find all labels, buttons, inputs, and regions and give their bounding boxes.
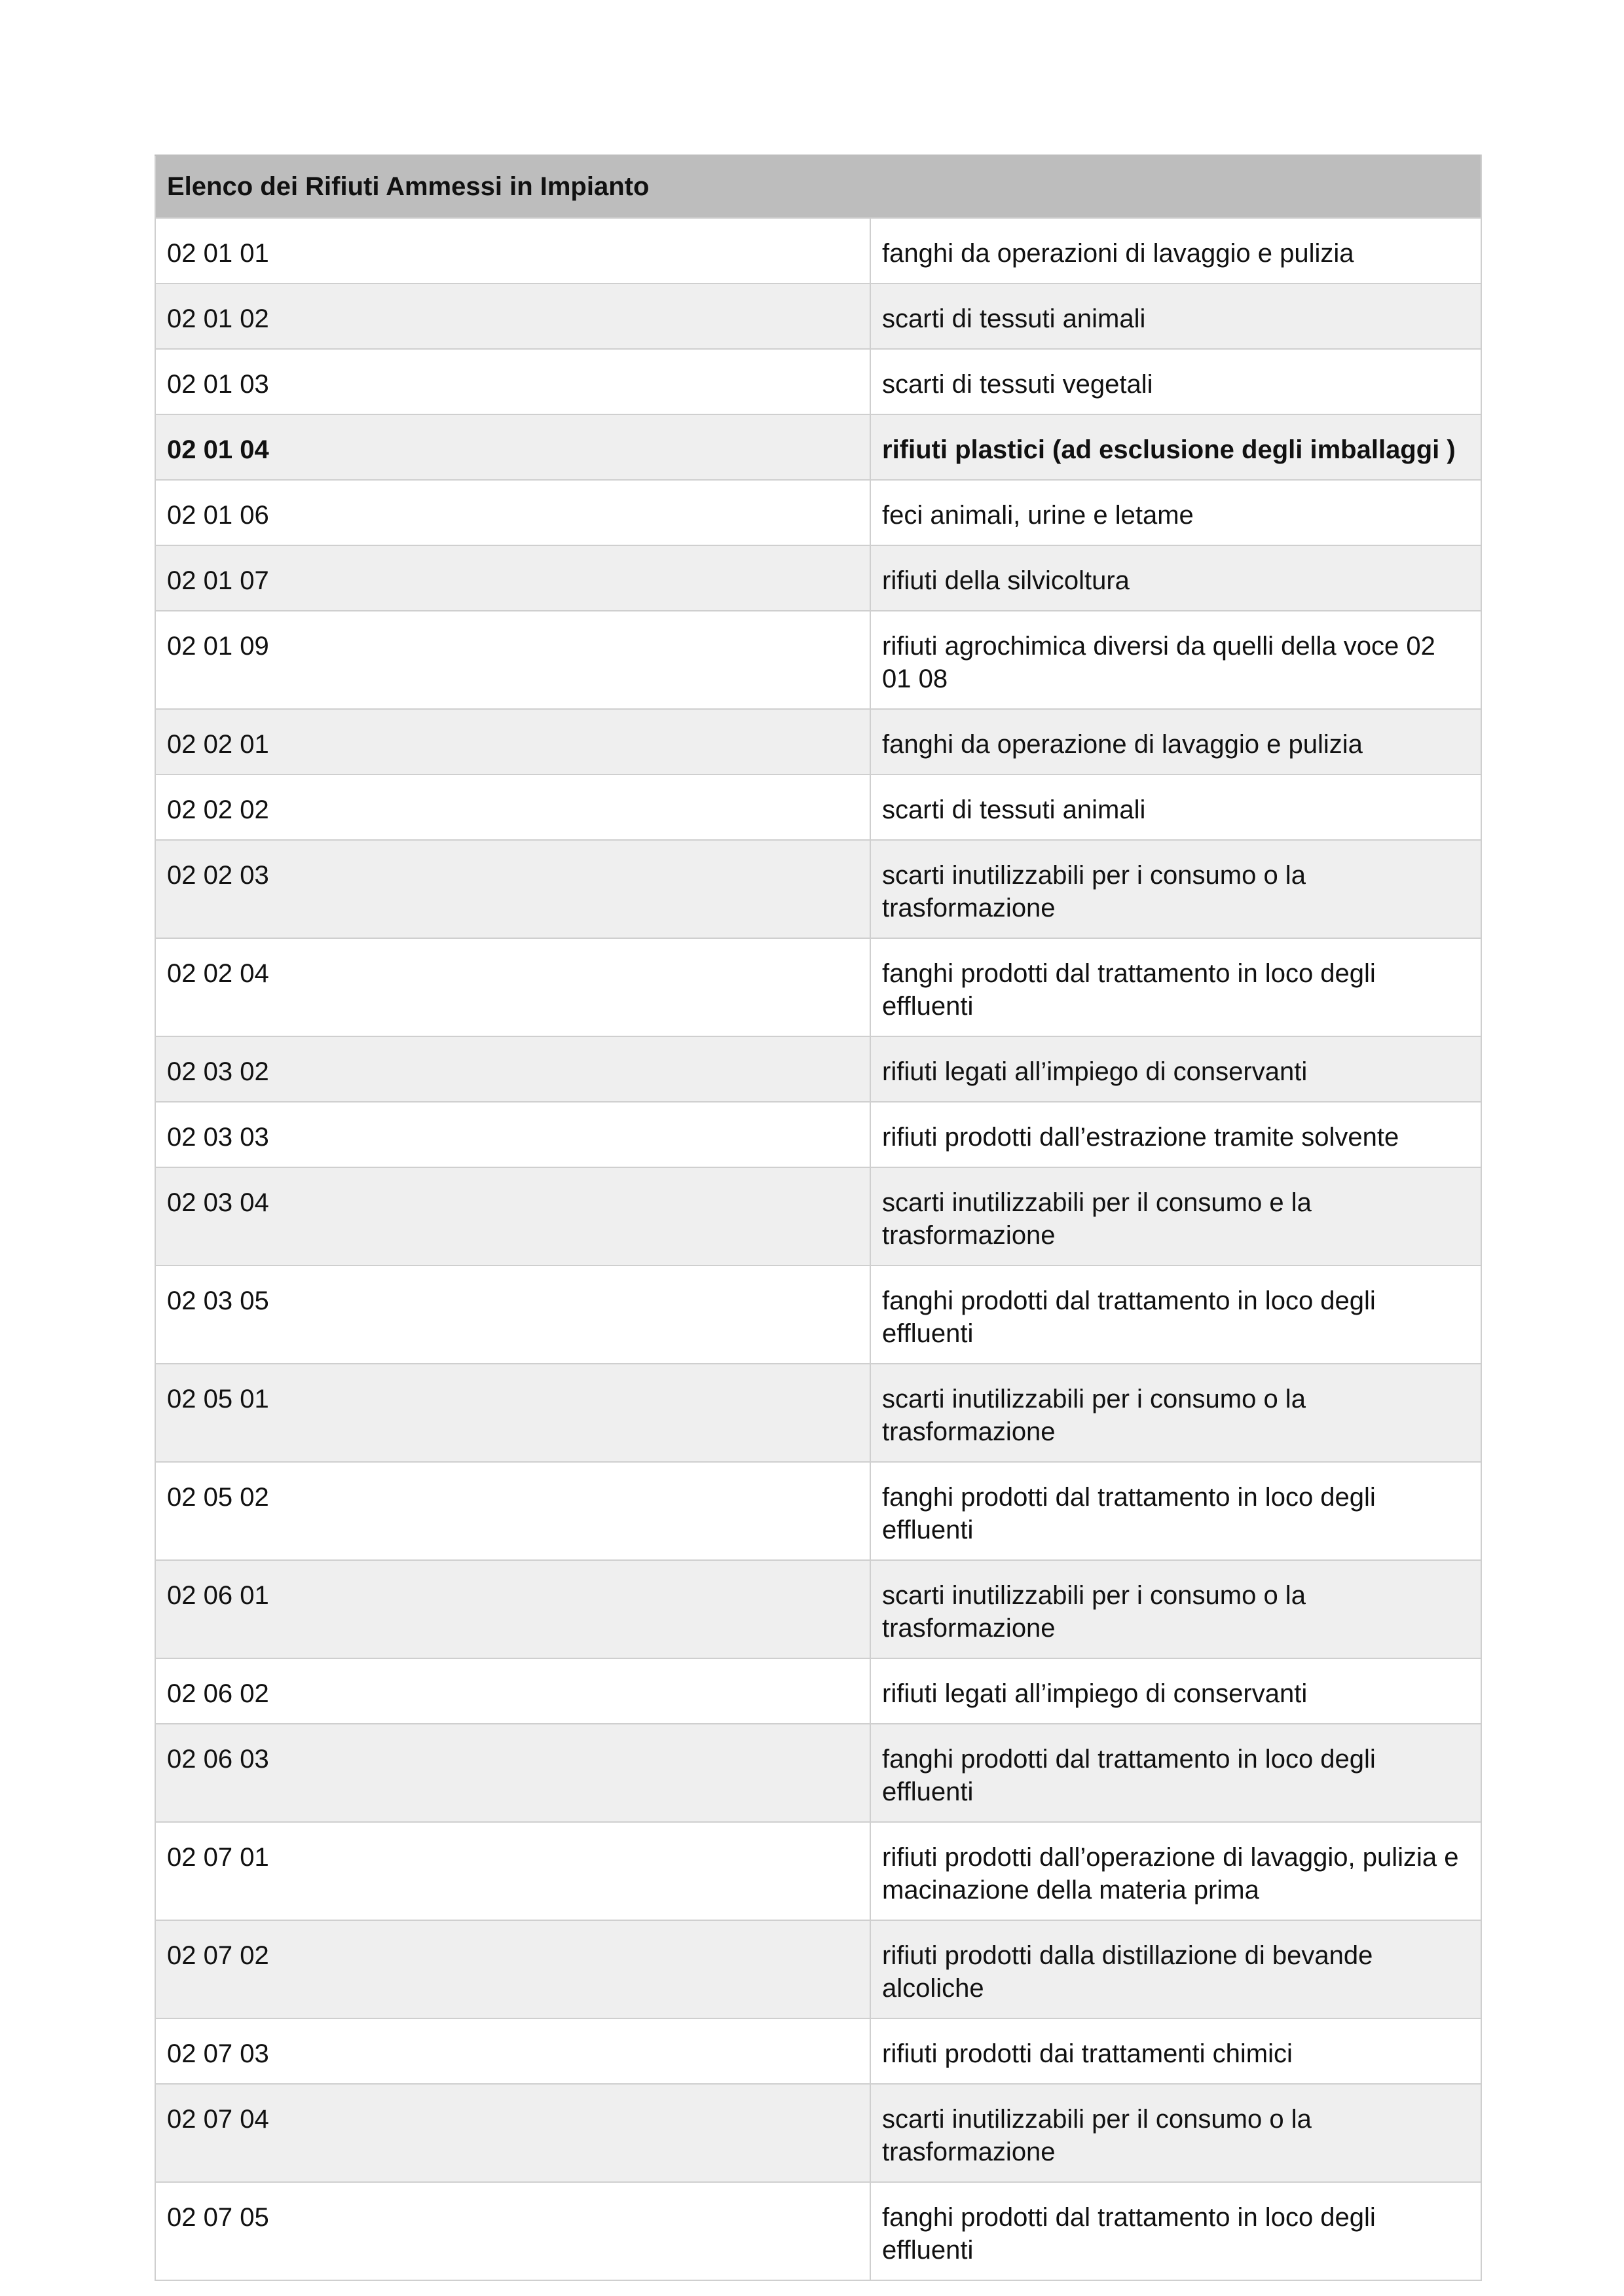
table-row	[155, 709, 1481, 774]
table-row	[155, 480, 1481, 545]
table-row	[155, 414, 1481, 480]
waste-description-cell: rifiuti plastici (ad esclusione degli imballaggi )	[870, 414, 1481, 480]
table-row	[155, 1462, 1481, 1560]
waste-description-cell: fanghi da operazione di lavaggio e pulizia	[870, 709, 1481, 774]
table-row	[155, 1036, 1481, 1102]
table-row	[155, 840, 1481, 938]
waste-description-cell: scarti inutilizzabili per i consumo o la trasformazione	[870, 840, 1481, 938]
table-row	[155, 283, 1481, 349]
waste-code-cell: 02 01 01	[155, 218, 870, 283]
table-row	[155, 611, 1481, 709]
document-page	[155, 155, 1481, 2281]
table-row	[155, 774, 1481, 840]
waste-description-cell: scarti di tessuti animali	[870, 283, 1481, 349]
waste-code-cell: 02 01 04	[155, 414, 870, 480]
waste-code-cell: 02 03 04	[155, 1167, 870, 1266]
waste-code-cell: 02 07 02	[155, 1920, 870, 2018]
waste-code-cell: 02 07 01	[155, 1822, 870, 1920]
waste-description-cell: fanghi prodotti dal trattamento in loco degli effluenti	[870, 1266, 1481, 1364]
waste-code-cell: 02 01 09	[155, 611, 870, 709]
waste-code-cell: 02 07 05	[155, 2182, 870, 2280]
waste-code-cell: 02 03 02	[155, 1036, 870, 1102]
waste-code-cell: 02 02 03	[155, 840, 870, 938]
table-row	[155, 2182, 1481, 2280]
waste-description-cell: scarti inutilizzabili per i consumo o la trasformazione	[870, 1364, 1481, 1462]
table-row	[155, 1920, 1481, 2018]
waste-description-cell: fanghi prodotti dal trattamento in loco degli effluenti	[870, 1462, 1481, 1560]
waste-code-cell: 02 01 07	[155, 545, 870, 611]
waste-codes-table	[155, 155, 1482, 2281]
table-row	[155, 1102, 1481, 1167]
table-row	[155, 218, 1481, 283]
waste-description-cell: rifiuti prodotti dall’estrazione tramite solvente	[870, 1102, 1481, 1167]
waste-code-cell: 02 03 03	[155, 1102, 870, 1167]
table-row	[155, 545, 1481, 611]
table-row	[155, 1560, 1481, 1658]
waste-description-cell: scarti inutilizzabili per il consumo o la trasformazione	[870, 2084, 1481, 2182]
waste-code-cell: 02 06 03	[155, 1724, 870, 1822]
waste-description-cell: feci animali, urine e letame	[870, 480, 1481, 545]
table-row	[155, 2018, 1481, 2084]
waste-code-cell: 02 06 02	[155, 1658, 870, 1724]
waste-description-cell: scarti di tessuti vegetali	[870, 349, 1481, 414]
waste-description-cell: rifiuti legati all’impiego di conservanti	[870, 1036, 1481, 1102]
waste-code-cell: 02 07 03	[155, 2018, 870, 2084]
table-row	[155, 2084, 1481, 2182]
waste-description-cell: rifiuti della silvicoltura	[870, 545, 1481, 611]
table-row	[155, 1167, 1481, 1266]
table-row	[155, 1266, 1481, 1364]
waste-code-cell: 02 02 04	[155, 938, 870, 1036]
table-title: Elenco dei Rifiuti Ammessi in Impianto	[155, 155, 1481, 218]
waste-description-cell: scarti inutilizzabili per il consumo e la trasformazione	[870, 1167, 1481, 1266]
waste-code-cell: 02 05 01	[155, 1364, 870, 1462]
waste-code-cell: 02 06 01	[155, 1560, 870, 1658]
waste-description-cell: rifiuti agrochimica diversi da quelli della voce 02 01 08	[870, 611, 1481, 709]
waste-description-cell: scarti inutilizzabili per i consumo o la trasformazione	[870, 1560, 1481, 1658]
waste-description-cell: fanghi prodotti dal trattamento in loco degli effluenti	[870, 2182, 1481, 2280]
table-body	[155, 218, 1481, 2280]
table-header-row	[155, 155, 1481, 218]
waste-description-cell: scarti di tessuti animali	[870, 774, 1481, 840]
waste-code-cell: 02 02 02	[155, 774, 870, 840]
waste-code-cell: 02 07 04	[155, 2084, 870, 2182]
waste-description-cell: fanghi da operazioni di lavaggio e pulizia	[870, 218, 1481, 283]
waste-description-cell: rifiuti legati all’impiego di conservanti	[870, 1658, 1481, 1724]
waste-code-cell: 02 02 01	[155, 709, 870, 774]
waste-code-cell: 02 01 06	[155, 480, 870, 545]
table-row	[155, 1658, 1481, 1724]
waste-description-cell: rifiuti prodotti dai trattamenti chimici	[870, 2018, 1481, 2084]
waste-description-cell: rifiuti prodotti dall’operazione di lavaggio, pulizia e macinazione della materia prima	[870, 1822, 1481, 1920]
table-row	[155, 1822, 1481, 1920]
waste-description-cell: rifiuti prodotti dalla distillazione di bevande alcoliche	[870, 1920, 1481, 2018]
table-row	[155, 349, 1481, 414]
waste-code-cell: 02 05 02	[155, 1462, 870, 1560]
waste-description-cell: fanghi prodotti dal trattamento in loco degli effluenti	[870, 1724, 1481, 1822]
table-row	[155, 1364, 1481, 1462]
waste-code-cell: 02 01 03	[155, 349, 870, 414]
table-row	[155, 938, 1481, 1036]
waste-code-cell: 02 03 05	[155, 1266, 870, 1364]
table-row	[155, 1724, 1481, 1822]
waste-description-cell: fanghi prodotti dal trattamento in loco degli effluenti	[870, 938, 1481, 1036]
waste-code-cell: 02 01 02	[155, 283, 870, 349]
